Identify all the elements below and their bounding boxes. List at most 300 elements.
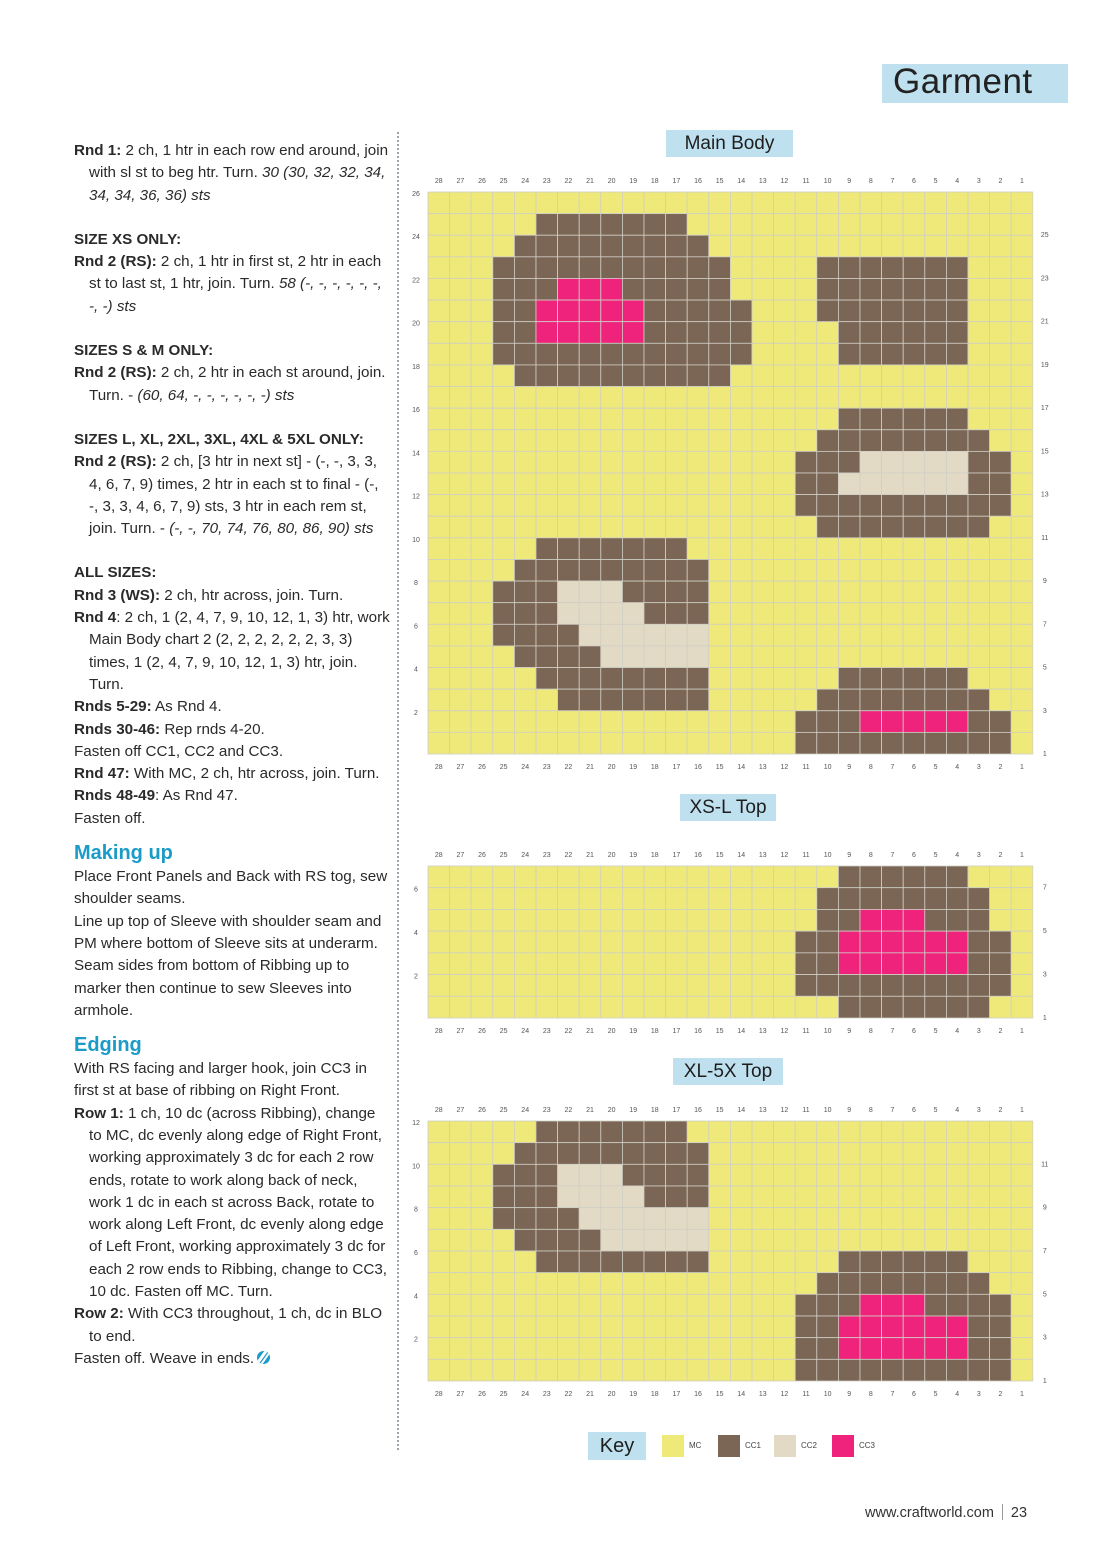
- chart-cell: [428, 278, 450, 300]
- row-number: 11: [1041, 1161, 1049, 1169]
- row-number: 15: [1040, 448, 1049, 456]
- chart-cell: [903, 624, 925, 646]
- column-number: 8: [868, 178, 873, 185]
- chart-cell: [579, 996, 601, 1018]
- chart-cell: [493, 559, 515, 581]
- chart-cell: [990, 1186, 1012, 1208]
- chart-cell: [903, 192, 925, 214]
- chart-cell: [493, 1359, 515, 1381]
- chart-cell: [709, 603, 731, 625]
- chart-cell: [622, 278, 644, 300]
- chart-cell: [1011, 1143, 1033, 1165]
- chart-cell: [536, 1143, 558, 1165]
- column-number: 10: [823, 1391, 832, 1398]
- chart-cell: [622, 300, 644, 322]
- chart-cell: [925, 451, 947, 473]
- chart-cell: [903, 278, 925, 300]
- chart-cell: [925, 343, 947, 365]
- chart-cell: [493, 214, 515, 236]
- chart-cell: [622, 996, 644, 1018]
- chart-cell: [579, 538, 601, 560]
- chart-cell: [579, 1338, 601, 1360]
- column-number: 2: [998, 764, 1003, 771]
- column-number: 21: [586, 852, 594, 859]
- chart-cell: [644, 278, 666, 300]
- chart-cell: [666, 1338, 688, 1360]
- chart-cell: [428, 732, 450, 754]
- chart-cell: [471, 711, 493, 733]
- chart-cell: [838, 888, 860, 910]
- chart-cell: [579, 516, 601, 538]
- column-number: 22: [564, 178, 573, 185]
- column-number: 5: [933, 178, 938, 185]
- chart-cell: [601, 1359, 623, 1381]
- chart-cell: [709, 1229, 731, 1251]
- chart-cell: [860, 1294, 882, 1316]
- column-number: 9: [847, 764, 852, 771]
- chart-cell: [644, 430, 666, 452]
- chart-cell: [860, 1186, 882, 1208]
- chart-cell: [752, 408, 774, 430]
- chart-cell: [990, 322, 1012, 344]
- chart-cell: [579, 646, 601, 668]
- chart-cell: [817, 559, 839, 581]
- chart-cell: [860, 931, 882, 953]
- chart-cell: [860, 1229, 882, 1251]
- chart-cell: [730, 538, 752, 560]
- chart-cell: [774, 581, 796, 603]
- chart-cell: [666, 1164, 688, 1186]
- chart-cell: [579, 1316, 601, 1338]
- chart-cell: [990, 538, 1012, 560]
- chart-cell: [644, 931, 666, 953]
- chart-cell: [579, 300, 601, 322]
- chart-cell: [1011, 1359, 1033, 1381]
- chart-cell: [882, 257, 904, 279]
- chart-cell: [903, 888, 925, 910]
- chart-cell: [601, 192, 623, 214]
- chart-cell: [644, 322, 666, 344]
- chart-cell: [903, 1316, 925, 1338]
- chart-cell: [450, 1208, 472, 1230]
- chart-cell: [968, 322, 990, 344]
- chart-cell: [493, 888, 515, 910]
- chart-cell: [1011, 1186, 1033, 1208]
- row-number: 5: [1042, 1291, 1047, 1299]
- chart-cell: [730, 1229, 752, 1251]
- chart-cell: [968, 214, 990, 236]
- chart-cell: [709, 624, 731, 646]
- chart-cell: [579, 953, 601, 975]
- column-number: 13: [758, 852, 767, 859]
- chart-cell: [860, 214, 882, 236]
- column-number: 24: [521, 1028, 530, 1035]
- chart-cell: [882, 559, 904, 581]
- chart-cell: [774, 1208, 796, 1230]
- chart-cell: [795, 1273, 817, 1295]
- chart-cell: [428, 866, 450, 888]
- chart-cell: [860, 235, 882, 257]
- chart-cell: [601, 538, 623, 560]
- chart-cell: [514, 1143, 536, 1165]
- chart-cell: [860, 278, 882, 300]
- chart-cell: [752, 1273, 774, 1295]
- chart-cell: [968, 1186, 990, 1208]
- chart-cell: [666, 689, 688, 711]
- rnd3-line: Rnd 3 (WS): 2 ch, htr across, join. Turn.: [74, 586, 344, 604]
- chart-cell: [774, 1143, 796, 1165]
- chart-cell: [903, 581, 925, 603]
- chart-cell: [450, 322, 472, 344]
- chart-cell: [666, 495, 688, 517]
- l5-heading: SIZES L, XL, 2XL, 3XL, 4XL & 5XL ONLY:: [74, 430, 364, 448]
- chart-cell: [990, 495, 1012, 517]
- chart-cell: [536, 300, 558, 322]
- chart-cell: [471, 1294, 493, 1316]
- chart-cell: [968, 278, 990, 300]
- chart-cell: [622, 516, 644, 538]
- rnd1-text: 2 ch, 1 htr in each row end around, join with sl st to beg htr. Turn.: [89, 142, 389, 182]
- chart-cell: [579, 909, 601, 931]
- chart-cell: [968, 975, 990, 997]
- chart-cell: [666, 451, 688, 473]
- rnd47-line: Rnd 47: With MC, 2 ch, htr across, join. Turn.: [74, 765, 380, 783]
- chart-cell: [644, 1186, 666, 1208]
- chart-cell: [774, 516, 796, 538]
- chart-cell: [536, 1294, 558, 1316]
- chart-cell: [601, 1229, 623, 1251]
- column-number: 4: [955, 178, 960, 185]
- chart-cell: [666, 278, 688, 300]
- chart-cell: [536, 909, 558, 931]
- chart-cell: [925, 646, 947, 668]
- chart-cell: [514, 646, 536, 668]
- chart-cell: [946, 278, 968, 300]
- chart-cell: [450, 603, 472, 625]
- chart-cell: [471, 931, 493, 953]
- chart-cell: [925, 365, 947, 387]
- chart-cell: [493, 953, 515, 975]
- chart-cell: [903, 473, 925, 495]
- column-number: 7: [890, 764, 895, 771]
- chart-cell: [514, 214, 536, 236]
- chart-cell: [882, 538, 904, 560]
- row-number: 9: [1042, 1204, 1047, 1212]
- column-number: 13: [758, 178, 767, 185]
- column-number: 20: [607, 1391, 616, 1398]
- chart-cell: [903, 235, 925, 257]
- chart-cell: [644, 603, 666, 625]
- chart-cell: [601, 603, 623, 625]
- chart-cell: [687, 689, 709, 711]
- chart-cell: [925, 473, 947, 495]
- chart-cell: [687, 451, 709, 473]
- chart-cell: [774, 322, 796, 344]
- chart-cell: [752, 257, 774, 279]
- chart-cell: [903, 559, 925, 581]
- chart-cell: [752, 430, 774, 452]
- chart-cell: [601, 953, 623, 975]
- rnd4-line: Rnd 4: 2 ch, 1 (2, 4, 7, 9, 10, 12, 1, 3) htr, work Main Body chart 2 (2, 2, 2, 2, 2, 2, 3, 3) times, 1 (2, 4, 7, 9, 10, 12, 1, 3) htr, join. Turn.: [74, 609, 390, 693]
- chart-cell: [622, 235, 644, 257]
- chart-cell: [709, 235, 731, 257]
- chart-cell: [450, 1164, 472, 1186]
- chart-cell: [450, 975, 472, 997]
- chart-cell: [925, 603, 947, 625]
- instructions-column: [74, 140, 390, 1370]
- chart-cell: [450, 559, 472, 581]
- chart-cell: [1011, 1316, 1033, 1338]
- chart-cell: [687, 430, 709, 452]
- chart-cell: [752, 1229, 774, 1251]
- chart-cell: [601, 408, 623, 430]
- chart-cell: [730, 300, 752, 322]
- chart-cell: [882, 732, 904, 754]
- chart-cell: [774, 1164, 796, 1186]
- chart-cell: [774, 1229, 796, 1251]
- chart-cell: [1011, 624, 1033, 646]
- chart-cell: [536, 1273, 558, 1295]
- chart-cell: [471, 538, 493, 560]
- chart-cell: [1011, 1229, 1033, 1251]
- chart-cell: [795, 668, 817, 690]
- chart-cell: [666, 257, 688, 279]
- chart-cell: [774, 430, 796, 452]
- chart-cell: [817, 430, 839, 452]
- column-number: 26: [478, 178, 486, 185]
- chart-cell: [730, 451, 752, 473]
- chart-cell: [666, 192, 688, 214]
- chart-cell: [471, 343, 493, 365]
- chart-cell: [579, 387, 601, 409]
- chart-cell: [946, 931, 968, 953]
- chart-cell: [1011, 559, 1033, 581]
- chart-cell: [968, 888, 990, 910]
- chart-cell: [536, 624, 558, 646]
- column-number: 13: [758, 1028, 767, 1035]
- chart-cell: [514, 1338, 536, 1360]
- chart-cell: [471, 1273, 493, 1295]
- chart-cell: [903, 1273, 925, 1295]
- chart-cell: [666, 909, 688, 931]
- column-number: 21: [586, 764, 594, 771]
- chart-cell: [946, 516, 968, 538]
- chart-cell: [817, 387, 839, 409]
- chart-cell: [428, 235, 450, 257]
- chart-cell: [925, 1251, 947, 1273]
- chart-cell: [471, 408, 493, 430]
- column-number: 26: [478, 1107, 486, 1114]
- chart-cell: [774, 451, 796, 473]
- chart-cell: [882, 888, 904, 910]
- chart-cell: [795, 559, 817, 581]
- chart-cell: [471, 451, 493, 473]
- chart-cell: [644, 559, 666, 581]
- chart-cell: [579, 866, 601, 888]
- chart-cell: [795, 1338, 817, 1360]
- chart-cell: [428, 689, 450, 711]
- chart-cell: [1011, 278, 1033, 300]
- column-number: 5: [933, 1391, 938, 1398]
- chart-cell: [536, 257, 558, 279]
- chart-cell: [752, 322, 774, 344]
- column-number: 16: [694, 178, 702, 185]
- chart-cell: [925, 711, 947, 733]
- chart-cell: [730, 1273, 752, 1295]
- chart-cell: [838, 866, 860, 888]
- chart-cell: [579, 1294, 601, 1316]
- chart-cell: [882, 1359, 904, 1381]
- chart-cell: [493, 1143, 515, 1165]
- chart-cell: [450, 408, 472, 430]
- chart-cell: [990, 473, 1012, 495]
- sm-rnd2-line: Rnd 2 (RS): 2 ch, 2 htr in each st around, join. Turn. - (60, 64, -, -, -, -, -, -) sts: [74, 364, 386, 404]
- chart-cell: [644, 1229, 666, 1251]
- chart-cell: [558, 1316, 580, 1338]
- chart-cell: [752, 711, 774, 733]
- chart-cell: [601, 343, 623, 365]
- chart-cell: [579, 192, 601, 214]
- row-number: 6: [414, 1250, 418, 1257]
- column-number: 12: [780, 178, 789, 185]
- chart-cell: [687, 1143, 709, 1165]
- chart-cell: [558, 235, 580, 257]
- column-number: 24: [521, 178, 530, 185]
- column-number: 28: [434, 178, 443, 185]
- chart-cell: [1011, 322, 1033, 344]
- chart-cell: [990, 300, 1012, 322]
- chart-cell: [730, 711, 752, 733]
- chart-cell: [514, 495, 536, 517]
- chart-cell: [882, 495, 904, 517]
- chart-cell: [450, 1316, 472, 1338]
- chart-cell: [860, 192, 882, 214]
- chart-cell: [493, 1164, 515, 1186]
- chart-cell: [990, 1316, 1012, 1338]
- row-number: 7: [1042, 1248, 1047, 1255]
- chart-cell: [579, 624, 601, 646]
- chart-cell: [774, 1121, 796, 1143]
- chart-cell: [860, 732, 882, 754]
- chart-cell: [687, 1229, 709, 1251]
- column-number: 7: [890, 1028, 895, 1035]
- chart-cell: [622, 430, 644, 452]
- chart-cell: [579, 451, 601, 473]
- footer-url[interactable]: www.craftworld.com: [865, 1505, 994, 1521]
- chart-cell: [471, 1229, 493, 1251]
- chart-cell: [687, 214, 709, 236]
- chart-cell: [514, 1251, 536, 1273]
- chart-cell: [687, 711, 709, 733]
- chart-cell: [536, 214, 558, 236]
- chart-cell: [579, 322, 601, 344]
- chart-cell: [838, 1251, 860, 1273]
- chart-cell: [536, 732, 558, 754]
- chart-cell: [774, 495, 796, 517]
- chart-cell: [730, 931, 752, 953]
- chart-cell: [925, 909, 947, 931]
- chart-cell: [514, 888, 536, 910]
- chart-cell: [493, 473, 515, 495]
- column-number: 11: [802, 764, 810, 771]
- chart-cell: [968, 430, 990, 452]
- chart-cell: [860, 365, 882, 387]
- chart-cell: [687, 646, 709, 668]
- chart-cell: [428, 365, 450, 387]
- chart-cell: [860, 1121, 882, 1143]
- chart-cell: [514, 711, 536, 733]
- chart-cell: [730, 996, 752, 1018]
- chart-cell: [1011, 996, 1033, 1018]
- chart-cell: [817, 322, 839, 344]
- chart-cell: [968, 559, 990, 581]
- chart-cell: [730, 365, 752, 387]
- column-number: 13: [758, 764, 767, 771]
- chart-cell: [903, 451, 925, 473]
- chart-cell: [925, 668, 947, 690]
- chart-cell: [860, 996, 882, 1018]
- chart-cell: [666, 1359, 688, 1381]
- column-number: 1: [1020, 178, 1024, 185]
- chart-cell: [838, 975, 860, 997]
- chart-cell: [428, 711, 450, 733]
- chart-cell: [428, 668, 450, 690]
- chart-cell: [558, 451, 580, 473]
- yarn-ball-icon: [257, 1351, 270, 1364]
- column-number: 3: [976, 178, 981, 185]
- chart-cell: [946, 365, 968, 387]
- column-number: 20: [607, 764, 616, 771]
- chart-cell: [493, 365, 515, 387]
- chart-cell: [752, 1208, 774, 1230]
- chart-cell: [450, 538, 472, 560]
- chart-cell: [579, 1273, 601, 1295]
- chart-cell: [450, 581, 472, 603]
- chart-cell: [795, 888, 817, 910]
- chart-cell: [644, 365, 666, 387]
- row-number: 22: [412, 277, 420, 285]
- chart-cell: [622, 931, 644, 953]
- chart-cell: [752, 1251, 774, 1273]
- column-number: 6: [912, 1391, 916, 1398]
- column-number: 24: [521, 852, 530, 859]
- row-number: 4: [414, 666, 418, 674]
- key-label-cc3: CC3: [859, 1441, 876, 1450]
- chart-cell: [622, 1359, 644, 1381]
- chart-cell: [838, 996, 860, 1018]
- chart-cell: [838, 1186, 860, 1208]
- column-number: 25: [499, 852, 508, 859]
- column-number: 16: [694, 852, 702, 859]
- chart-cell: [514, 451, 536, 473]
- chart-cell: [990, 1121, 1012, 1143]
- chart-cell: [990, 603, 1012, 625]
- chart-cell: [709, 214, 731, 236]
- chart-cell: [536, 888, 558, 910]
- chart-cell: [774, 603, 796, 625]
- chart-cell: [709, 538, 731, 560]
- chart-cell: [860, 451, 882, 473]
- row-number: 6: [414, 886, 418, 894]
- chart-main: [406, 172, 1061, 774]
- chart-cell: [1011, 430, 1033, 452]
- chart-cell: [860, 430, 882, 452]
- chart-cell: [666, 975, 688, 997]
- chart-cell: [601, 646, 623, 668]
- chart-cell: [709, 953, 731, 975]
- chart-label-main-body: Main Body: [666, 130, 793, 157]
- chart-cell: [1011, 192, 1033, 214]
